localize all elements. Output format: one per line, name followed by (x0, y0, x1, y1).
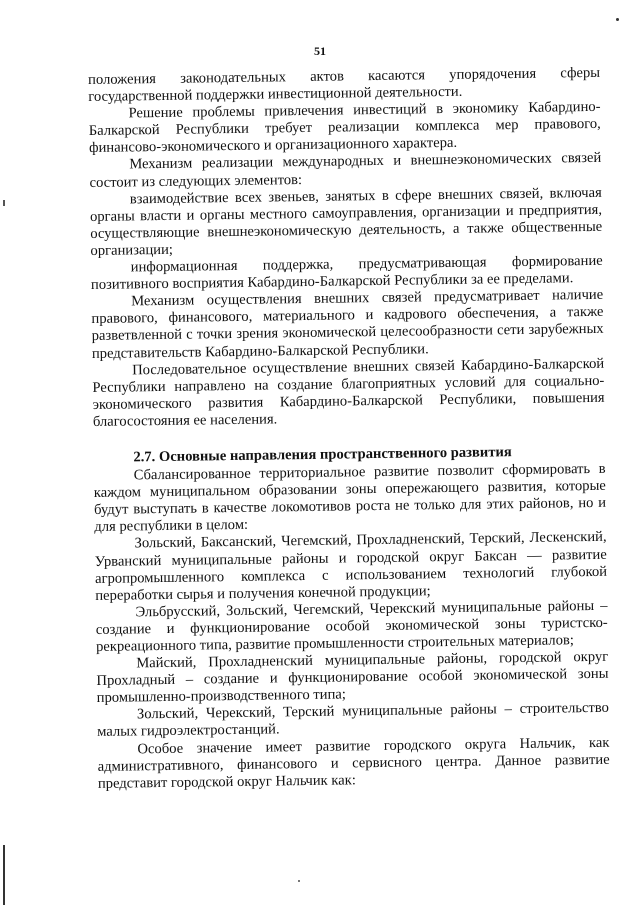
page-body (88, 65, 610, 793)
list-item: Зольский, Баксанский, Чегемский, Прохладненский, Терский, Лескенский, Урванский муниципальные районы и городской округ Баксан — развитие агропромышленного комплекса с использованием технологий глубокой переработки сырья и получения конечной продукции; (94, 529, 608, 604)
paragraph: Последовательное осуществление внешних связей Кабардино-Балкарской Республики направлено на создание благоприятных условий для социально-экономического развития Кабардино-Балкарской Республики, повышения благосостояния ее населения. (92, 355, 605, 430)
paragraph: Механизм реализации международных и внешнеэкономических связей состоит из следующих элементов: (89, 150, 602, 191)
list-item: взаимодействие всех звеньев, занятых в сфере внешних связей, включая органы власти и органы местного самоуправления, организации и предприятия, осуществляющие внешнеэкономическую деятельность, а также общественные организации; (89, 184, 603, 259)
paragraph: положения законодательных актов касаются упорядочения сферы государственной поддержки инвестиционной деятельности. (88, 64, 601, 106)
paragraph: Сбалансированное территориальное развитие позволит сформировать в каждом муниципальном образовании зоны опережающего развития, которые будут выступать в качестве локомотивов роста не только для этих районов, но и для республики в целом: (93, 460, 607, 536)
scan-edge-bar (3, 845, 5, 905)
scan-speck (616, 18, 619, 21)
section-heading: 2.7. Основные направления пространственного развития (133, 444, 512, 466)
list-item: Зольский, Черекский, Терский муниципальные районы – строительство малых гидроэлектростанций. (97, 700, 610, 741)
list-item: Майский, Прохладненский муниципальные районы, городской округ Прохладный – создание и функционирование особой экономической зоны промышленно-производственного типа; (96, 648, 609, 707)
list-item: информационная поддержка, предусматривающая формирование позитивного восприятия Кабардино-Балкарской Республики за ее пределами. (90, 252, 603, 294)
scan-edge-mark (3, 200, 5, 206)
paragraph: Решение проблемы привлечения инвестиций в экономику Кабардино-Балкарской Республики требует реализации комплекса мер правового, финансово-экономического и организационного характера. (88, 99, 601, 157)
page-number: 51 (314, 44, 326, 58)
scan-speck (298, 880, 300, 882)
list-item: Эльбрусский, Зольский, Чегемский, Черекский муниципальные районы – создание и функционирование особой экономической зоны туристско-рекреационного типа, развитие промышленности строительных материалов; (95, 597, 608, 655)
paragraph: Механизм осуществления внешних связей предусматривает наличие правового, финансового, материального и кадрового обеспечения, а также разветвленной с точки зрения экономической целесообразности сети зарубежных представительств Кабардино-Балкарской Республики. (91, 287, 604, 362)
paragraph: Особое значение имеет развитие городского округа Нальчик, как административного, финансового и сервисного центра. Данное развитие представит городской округ Нальчик как: (97, 734, 610, 792)
